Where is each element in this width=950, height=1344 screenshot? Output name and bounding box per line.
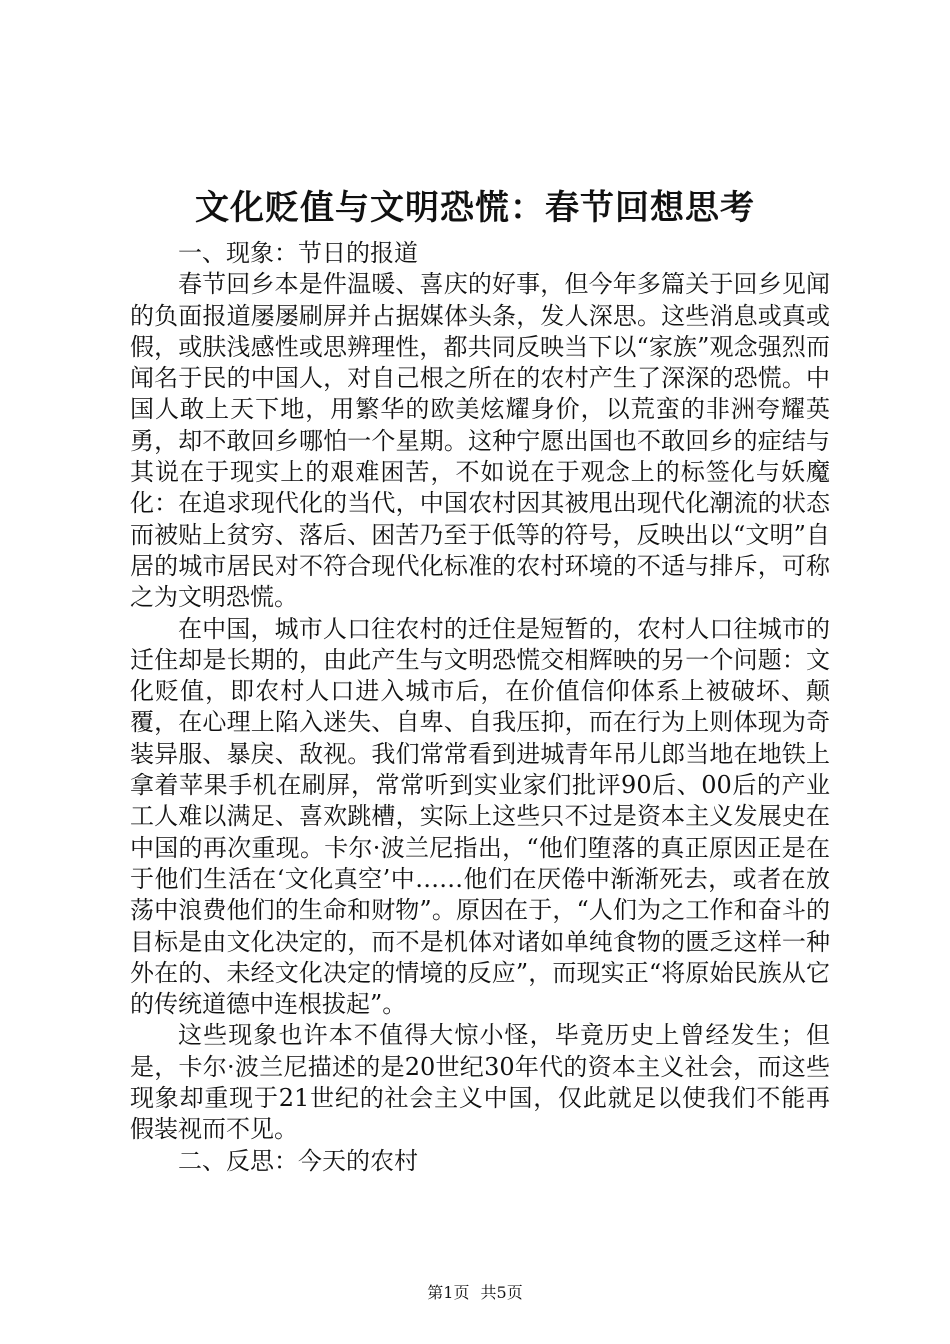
page-number: 第1页 [427, 1283, 470, 1302]
paragraph-3: 这些现象也许本不值得大惊小怪，毕竟历史上曾经发生；但是，卡尔·波兰尼描述的是20世纪30年代的资本主义社会，而这些现象却重现于21世纪的社会主义中国，仅此就足以使我们不能再假装视而不见。 [130, 1021, 830, 1144]
paragraph-1: 春节回乡本是件温暖、喜庆的好事，但今年多篇关于回乡见闻的负面报道屡屡刷屏并占据媒体头条，发人深思。这些消息或真或假，或肤浅感性或思辨理性，都共同反映当下以“家族”观念强烈而闻名于民的中国人，对自己根之所在的农村产生了深深的恐慌。中国人敢上天下地，用繁华的欧美炫耀身价，以荒蛮的非洲夸耀英勇，却不敢回乡哪怕一个星期。这种宁愿出国也不敢回乡的症结与其说在于现实上的艰难困苦，不如说在于观念上的标签化与妖魔化：在追求现代化的当代，中国农村因其被甩出现代化潮流的状态而被贴上贫穷、落后、困苦乃至于低等的符号，反映出以“文明”自居的城市居民对不符合现代化标准的农村环境的不适与排斥，可称之为文明恐慌。 [130, 270, 830, 612]
section-heading-phenomenon: 一、现象：节日的报道 [178, 239, 418, 267]
document-title: 文化贬值与文明恐慌：春节回想思考 [195, 188, 755, 228]
section-heading-reflection: 二、反思：今天的农村 [178, 1146, 418, 1175]
page-footer [0, 1282, 950, 1304]
page-total: 共5页 [480, 1283, 523, 1302]
document-body [130, 238, 830, 1177]
paragraph-2: 在中国，城市人口往农村的迁住是短暂的，农村人口往城市的迁住却是长期的，由此产生与文明恐慌交相辉映的另一个问题：文化贬值，即农村人口进入城市后，在价值信仰体系上被破坏、颠覆，在心理上陷入迷失、自卑、自我压抑，而在行为上则体现为奇装异服、暴戾、敌视。我们常常看到进城青年吊儿郎当地在地铁上拿着苹果手机在刷屏，常常听到实业家们批评90后、00后的产业工人难以满足、喜欢跳槽，实际上这些只不过是资本主义发展史在中国的再次重现。卡尔·波兰尼指出，“他们堕落的真正原因正是在于他们生活在‘文化真空’中……他们在厌倦中渐渐死去，或者在放荡中浪费他们的生命和财物”。原因在于，“人们为之工作和奋斗的目标是由文化决定的，而不是机体对诸如单纯食物的匮乏这样一种外在的、未经文化决定的情境的反应”，而现实正“将原始民族从它的传统道德中连根拔起”。 [130, 614, 830, 1019]
